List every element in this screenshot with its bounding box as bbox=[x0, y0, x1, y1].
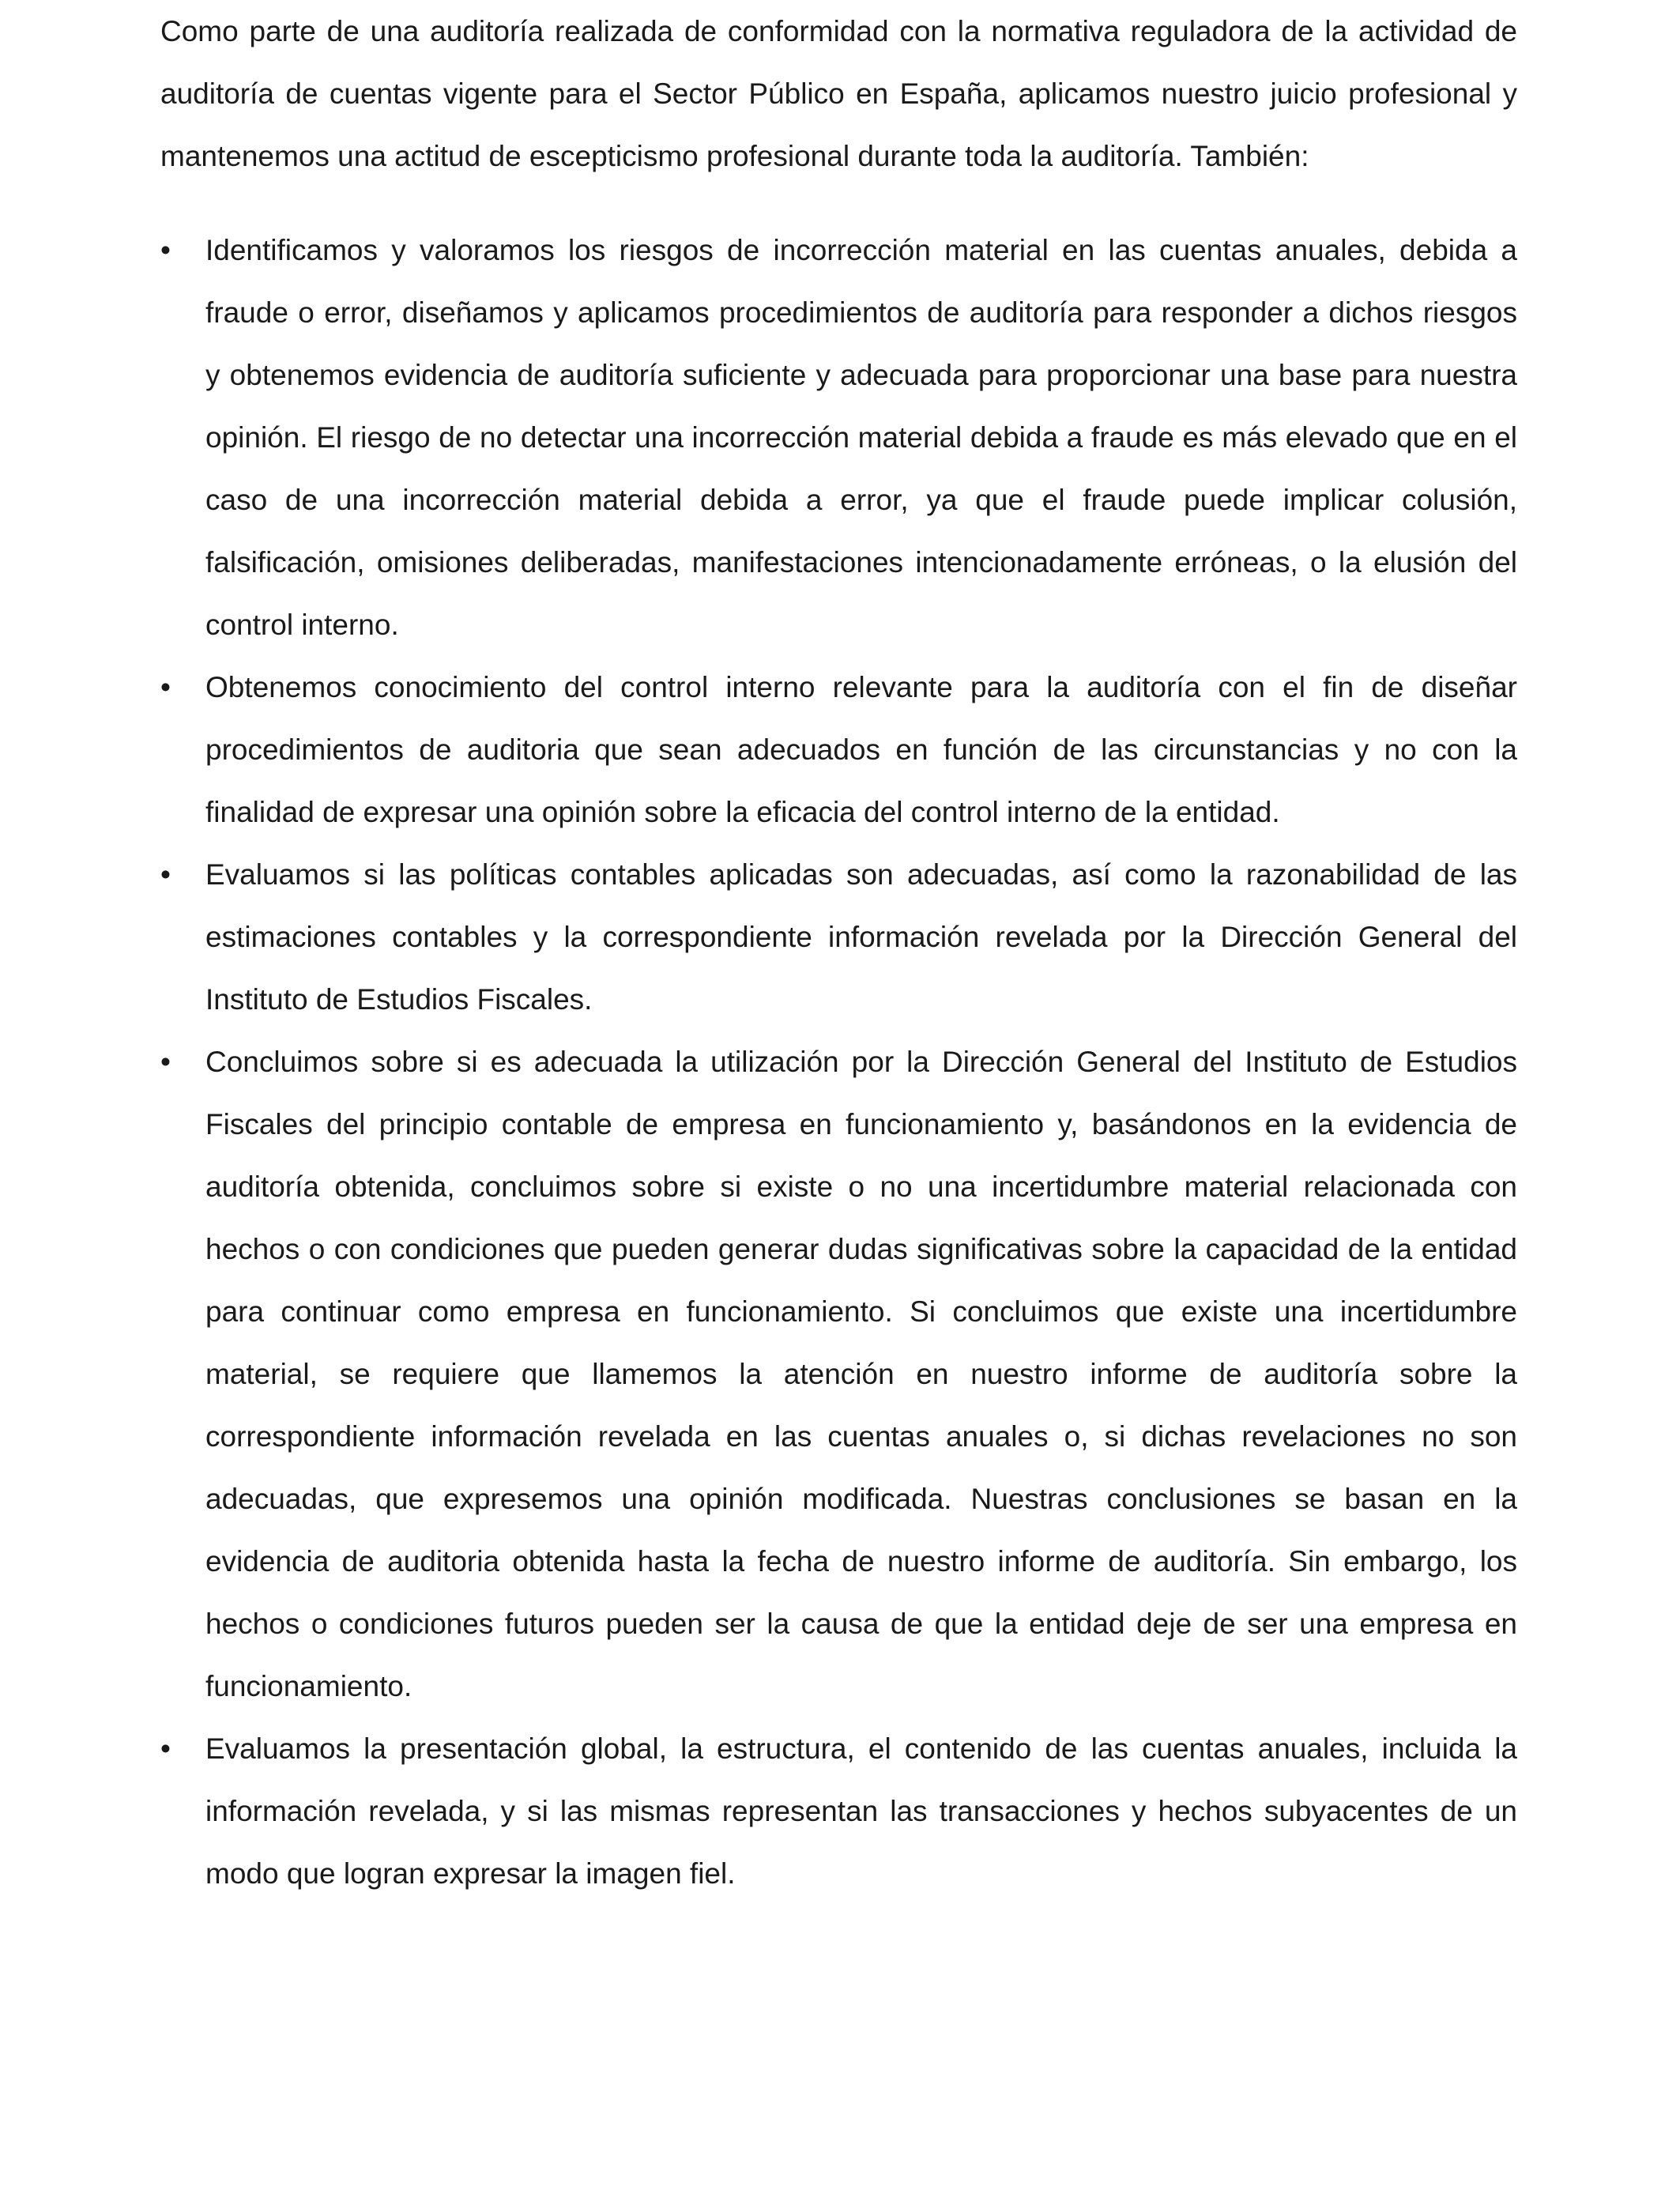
bullet-icon: • bbox=[160, 1046, 171, 1078]
bullet-icon: • bbox=[160, 858, 171, 891]
intro-paragraph: Como parte de una auditoría realizada de conformidad con la normativa reguladora de la actividad de auditoría de cuentas vigente para el Sector Público en España, aplicamos nuestro juicio profesional y mantenemos una actitud de escepticismo profesional durante toda la auditoría. También: bbox=[160, 15, 1517, 172]
list-item bbox=[160, 1717, 1517, 1905]
list-item bbox=[160, 656, 1517, 843]
bullet-text: Evaluamos la presentación global, la estructura, el contenido de las cuentas anuales, incluida la información revelada, y si las mismas representan las transacciones y hechos subyacentes de un modo que logran expresar la imagen fiel. bbox=[205, 1732, 1517, 1890]
bullet-icon: • bbox=[160, 671, 171, 703]
bullet-list bbox=[160, 219, 1517, 1905]
bullet-icon: • bbox=[160, 1732, 171, 1765]
document-body bbox=[160, 0, 1517, 1905]
bullet-text: Obtenemos conocimiento del control interno relevante para la auditoría con el fin de diseñar procedimientos de auditoria que sean adecuados en función de las circunstancias y no con la finalidad de expresar una opinión sobre la eficacia del control interno de la entidad. bbox=[205, 671, 1517, 828]
bullet-text: Identificamos y valoramos los riesgos de incorrección material en las cuentas anuales, debida a fraude o error, diseñamos y aplicamos procedimientos de auditoría para responder a dichos riesgos y obtenemos evidencia de auditoría suficiente y adecuada para proporcionar una base para nuestra opinión. El riesgo de no detectar una incorrección material debida a fraude es más elevado que en el caso de una incorrección material debida a error, ya que el fraude puede implicar colusión, falsificación, omisiones deliberadas, manifestaciones intencionadamente erróneas, o la elusión del control interno. bbox=[205, 234, 1517, 641]
list-item bbox=[160, 219, 1517, 656]
list-item bbox=[160, 1031, 1517, 1717]
bullet-icon: • bbox=[160, 234, 171, 266]
bullet-text: Evaluamos si las políticas contables aplicadas son adecuadas, así como la razonabilidad de las estimaciones contables y la correspondiente información revelada por la Dirección General del Instituto de Estudios Fiscales. bbox=[205, 858, 1517, 1016]
list-item bbox=[160, 843, 1517, 1031]
bullet-text: Concluimos sobre si es adecuada la utilización por la Dirección General del Instituto de Estudios Fiscales del principio contable de empresa en funcionamiento y, basándonos en la evidencia de auditoría obtenida, concluimos sobre si existe o no una incertidumbre material relacionada con hechos o con condiciones que pueden generar dudas significativas sobre la capacidad de la entidad para continuar como empresa en funcionamiento. Si concluimos que existe una incertidumbre material, se requiere que llamemos la atención en nuestro informe de auditoría sobre la correspondiente información revelada en las cuentas anuales o, si dichas revelaciones no son adecuadas, que expresemos una opinión modificada. Nuestras conclusiones se basan en la evidencia de auditoria obtenida hasta la fecha de nuestro informe de auditoría. Sin embargo, los hechos o condiciones futuros pueden ser la causa de que la entidad deje de ser una empresa en funcionamiento. bbox=[205, 1046, 1517, 1702]
